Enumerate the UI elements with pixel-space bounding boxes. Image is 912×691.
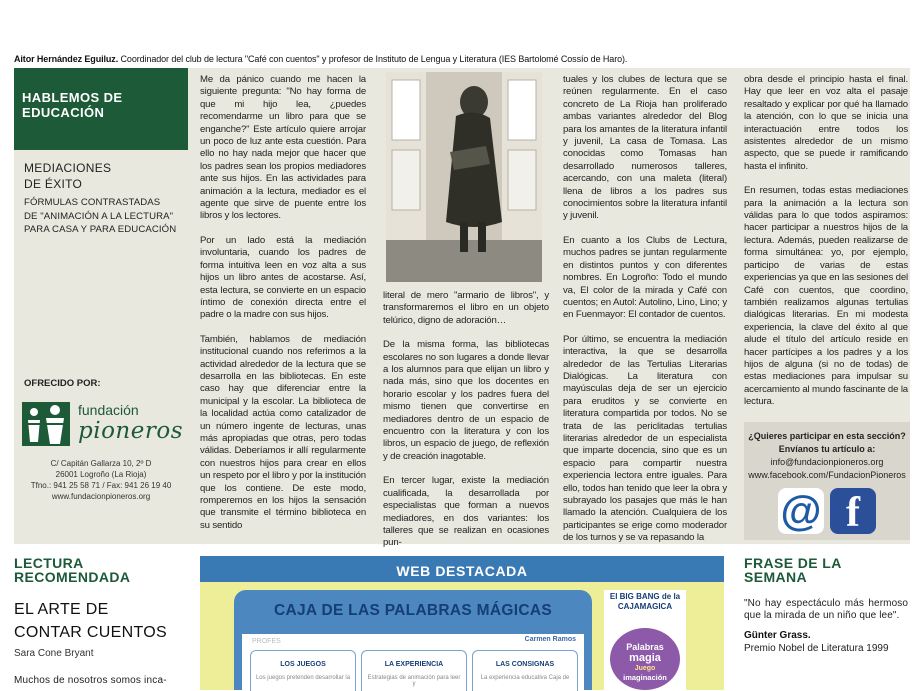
phrase-author-role: Premio Nobel de Literatura 1999 <box>744 643 889 654</box>
author-byline <box>14 54 904 64</box>
section-tag <box>14 68 188 150</box>
article-title-line2: DE ÉXITO <box>24 177 83 191</box>
book-title <box>14 598 194 644</box>
author-description: Coordinador del club de lectura "Café con cuentos" y profesor de Instituto de Lengua y Literatura (IES Bartolomé Cossío de Haro). <box>120 54 628 64</box>
foundation-logo[interactable] <box>22 398 192 454</box>
logo-word-pioneros: pioneros <box>78 418 183 444</box>
bubble-word: Palabras <box>626 642 664 652</box>
bigbang-panel <box>604 590 686 690</box>
contact-question: ¿Quieres participar en esta sección? <box>748 431 906 441</box>
article-subtitle-line3: PARA CASA Y PARA EDUCACIÓN <box>24 224 177 235</box>
foundation-address <box>14 458 188 502</box>
recommended-reading <box>14 556 194 686</box>
article-column-3 <box>563 74 727 557</box>
recommended-heading-line1: LECTURA <box>14 555 84 571</box>
website-tab-experiencia <box>361 650 467 691</box>
website-profes-label: PROFES <box>252 638 281 645</box>
paragraph: tuales y los clubes de lectura que se reúnen regularmente. En el caso concreto de La Rioja han proliferado ambas variantes alrededor del Blog para los amantes de la literatura infantil y juvenil, La casa de Tomasa. Las conocidas como Tomasas han desarrollado numerosos talleres, acercando, con una maleta (literal) llena de libros a los padres sus conocimientos sobre la literatura infantil y juvenil. <box>563 74 727 222</box>
paragraph: Por un lado está la mediación involuntaria, cuando los padres de forma intuitiva leen en voz alta a sus hijos un libro antes de acostarse. Así, esta lectura, se convierte en un espacio íntimo de conexión directa entre el padre o la madre con sus hijos. <box>200 234 366 321</box>
statue-photo <box>386 72 542 282</box>
word-bubble-graphic <box>610 628 680 690</box>
section-tag-line1: HABLEMOS DE <box>22 90 123 105</box>
paragraph: De la misma forma, las bibliotecas escolares no son lugares a donde llevar a los alumnos para que elijan un libro y nada más, sino que los docentes en horario escolar y los padres fuera del mismo tienen que convertirse en mediadores dentro de un espacio de encuentro con la literatura y con los libros, un espacio de juego, de reflexión y de creación inagotable. <box>383 339 549 462</box>
logo-word-fundacion: fundación <box>78 402 139 418</box>
website-tab-juegos <box>250 650 356 691</box>
bubble-word: imaginación <box>623 673 667 682</box>
statue-photo-illustration <box>386 72 542 282</box>
left-column <box>14 68 188 544</box>
article-subtitle-line1: FÓRMULAS CONTRASTADAS <box>24 197 161 208</box>
phrase-heading-line1: FRASE DE LA <box>744 555 842 571</box>
foundation-logo-icon <box>22 402 70 446</box>
phrase-heading <box>744 556 908 584</box>
paragraph: obra desde el principio hasta el final. Hay que leer en voz alta el pasaje resaltado y explicar por qué ha llamado la atención, con lo que se inicia una interactuación entre todos los asistentes alrededor de un mismo aspecto, que se puede ir ramificando hasta el infinito. <box>744 74 908 172</box>
column-2-text <box>383 290 549 562</box>
featured-website <box>200 556 724 690</box>
website-tab-text: La experiencia educativa Caja de <box>480 675 570 681</box>
paragraph: literal de mero "armario de libros", y transformaremos el libro en un objeto telúrico, digno de adoración… <box>383 290 549 326</box>
address-website[interactable]: www.fundacionpioneros.org <box>51 492 151 501</box>
book-review-text: Muchos de nosotros somos inca- <box>14 675 167 686</box>
website-tab-label: LOS JUEGOS <box>280 661 326 668</box>
section-tag-text <box>22 90 122 120</box>
email-at-icon[interactable]: @ <box>778 488 824 534</box>
address-line2: 26001 Logroño (La Rioja) <box>55 470 147 479</box>
featured-website-heading: WEB DESTACADA <box>200 556 724 582</box>
phrase-of-week <box>744 556 908 654</box>
contact-send: Envíanos tu artículo a: <box>778 444 876 454</box>
article-subtitle-line2: DE "ANIMACIÓN A LA LECTURA" <box>24 210 174 222</box>
website-tab-text: Estrategias de animación para leer y <box>367 675 461 687</box>
article-title-line1: MEDIACIONES <box>24 161 112 175</box>
paragraph: Por último, se encuentra la mediación interactiva, la que se desarrolla alrededor de las Tertulias Literarias Dialógicas. La literatura con mayúsculas deja de ser un ejercicio para eruditos y se convierte en literatura compartida por todos. No se trata de las periclitadas tertulias literarias alrededor de un especialista que imparte docencia, sino que es un espacio para compartir nuestra experiencia lectora entre iguales. Para ello, todos han tenido que leer la obra y subrayado los pasajes que más le han llamado la atención. Cualquiera de los participantes se erige como moderador de los turnos y se va repasando la <box>563 333 727 544</box>
author-name: Aitor Hernández Eguiluz. <box>14 54 119 64</box>
website-author: Carmen Ramos <box>524 636 576 643</box>
address-line1: C/ Capitán Gallarza 10, 2º D <box>50 459 152 468</box>
phrase-heading-line2: SEMANA <box>744 569 808 585</box>
book-title-line2: CONTAR CUENTOS <box>14 624 167 641</box>
website-content <box>242 634 584 690</box>
website-screenshot[interactable] <box>234 590 592 690</box>
paragraph: En cuanto a los Clubs de Lectura, muchos padres se juntan regularmente en distintos puntos y con diferentes nombres. En Logroño: Todo el mundo va, El color de la mirada y Café con cuentos; en Autol: Autolino, Lino, Lino; y en Fuenmayor: El contador de cuentos. <box>563 234 727 321</box>
contact-box <box>744 422 910 540</box>
recommended-heading <box>14 556 194 584</box>
book-title-line1: EL ARTE DE <box>14 601 109 618</box>
phrase-quote: "No hay espectáculo más hermoso que la mirada de un niño que lee". <box>744 598 908 621</box>
paragraph: También, hablamos de mediación institucional cuando nos referimos a la actividad alrededor de la lectura que se desarrolla en las bibliotecas. En este caso hay que diferenciar entre la municipal y la escolar. La biblioteca de la localidad actúa como catalizador de un número ingente de lecturas, unas más apropiadas que otras, pero todas válidas. Deberíamos ir allí regularmente con nuestros hijos para crear en ellos un respeto por el libro y por la institución que los contiene. De este modo, romperemos en los hijos la sensación que transmite el término biblioteca en su sentido <box>200 333 366 531</box>
website-tab-label: LA EXPERIENCIA <box>384 661 444 668</box>
contact-facebook-link[interactable]: www.facebook.com/FundacionPioneros <box>748 470 906 480</box>
bubble-word: magia <box>629 652 661 664</box>
bigbang-title-line1: El BIG BANG de la <box>609 592 681 601</box>
paragraph: En resumen, todas estas mediaciones para la animación a la lectura son válidas para lo que todos aspiramos: hacer participar a nuestros hijos de la lectura. Además, pueden realizarse de forma simultánea: yo, por ejemplo, participo de varias de estas experiencias ya que en las sesiones del Café con cuentos, que coordino, también realizamos algunas tertulias dialógicas literarias. En mi modesta experiencia, la clave del éxito al que alude el título del artículo reside en hacer partícipes a los padres y a los hijos de alguna (si no de todas) de estas mediaciones para impulsar su acercamiento al mundo fascinante de la lectura. <box>744 185 908 408</box>
contact-email-link[interactable]: info@fundacionpioneros.org <box>770 457 884 467</box>
website-title: CAJA DE LAS PALABRAS MÁGICAS <box>274 602 552 619</box>
bigbang-title-line2: CAJAMAGICA <box>617 602 673 611</box>
recommended-heading-line2: RECOMENDADA <box>14 569 131 585</box>
paragraph: En tercer lugar, existe la mediación cualificada, la desarrollada por especialistas que forman a nuevos mediadores, en dos variantes: los talleres que se realizan en ocasiones pun- <box>383 475 549 549</box>
book-author: Sara Cone Bryant <box>14 648 94 659</box>
website-tab-text: Los juegos pretenden desarrollar la <box>255 675 351 681</box>
section-tag-line2: EDUCACIÓN <box>22 105 105 120</box>
article-title <box>24 160 111 192</box>
article-subtitle <box>24 196 194 237</box>
address-phone: Tfno.: 941 25 58 71 / Fax: 941 26 19 40 <box>30 481 172 490</box>
offered-by-label: OFRECIDO POR: <box>24 378 101 389</box>
bubble-word: Juego <box>634 665 656 672</box>
facebook-icon[interactable]: f <box>830 488 876 534</box>
website-tab-label: LAS CONSIGNAS <box>495 661 555 668</box>
article-column-4 <box>744 74 908 421</box>
phrase-author: Günter Grass. <box>744 630 811 641</box>
paragraph: Me da pánico cuando me hacen la siguiente pregunta: "No hay forma de que mi hijo lea, ¿puedes recomendarme un libro para que se enganche?" Este artículo quiere arrojar un poco de luz ante esta cuestión. Para ello no hay nada mejor que hacer que los padres sean los propios mediadores ante sus hijos. En las actividades para animación a la lectura, mediador es el agente que sirve de puente entre los libros y los lectores. <box>200 74 366 222</box>
website-tab-consignas <box>472 650 578 691</box>
article-column-1 <box>200 74 366 544</box>
bigbang-title <box>604 592 686 612</box>
